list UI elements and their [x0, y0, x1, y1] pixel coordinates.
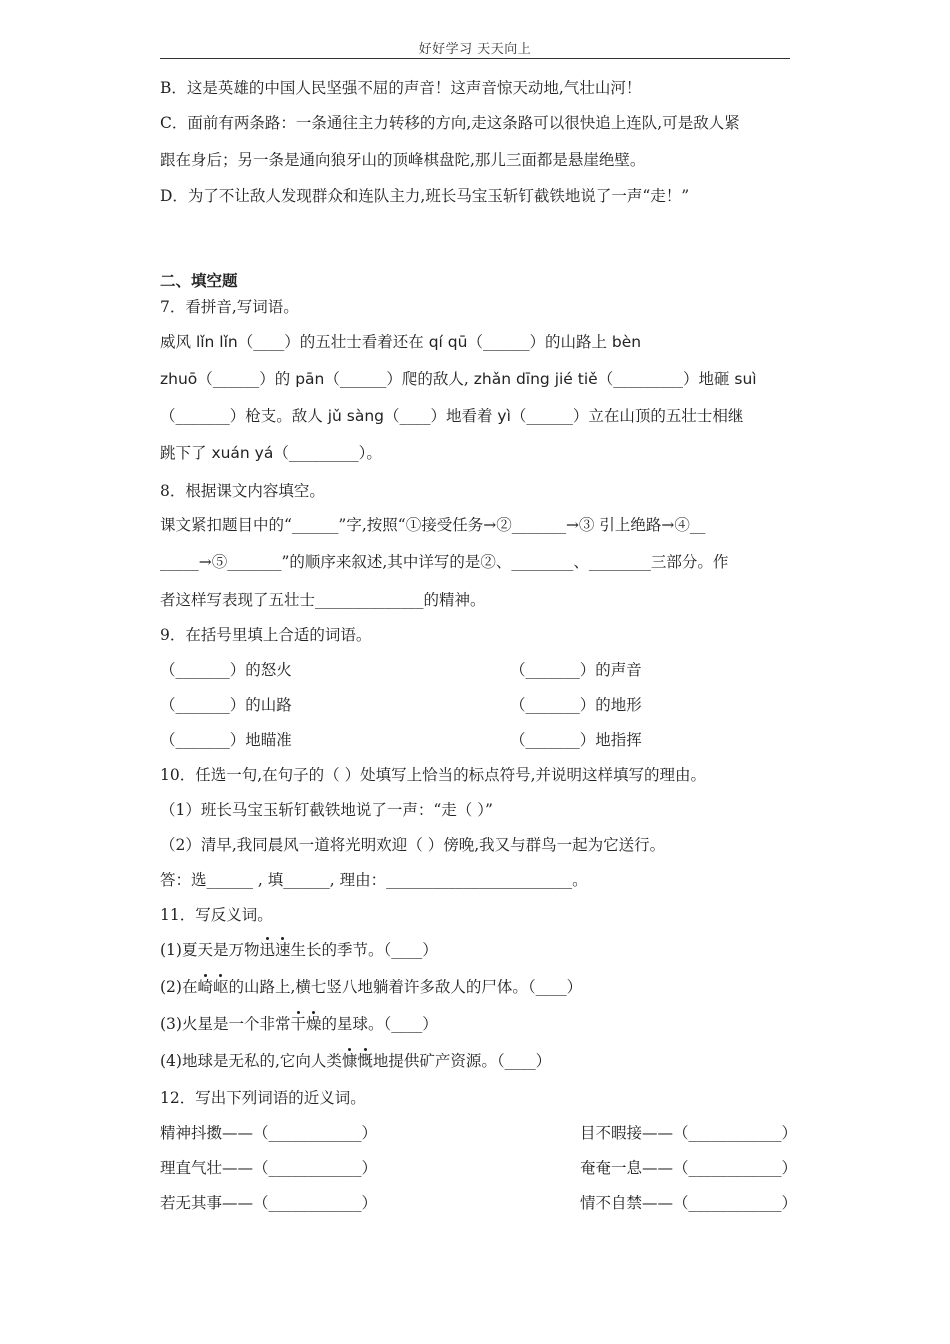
q11-emphasis-word — [259, 941, 290, 959]
q8-line1: 课文紧扣题目中的“______”字,按照“①接受任务→②_______→③ 引上绝路→④__ — [160, 516, 706, 534]
q12-row — [160, 1193, 800, 1213]
pinyin: xuán yá — [211, 444, 274, 462]
q8-line2: _____→⑤_______”的顺序来叙述,其中详写的是②、________、________三部分。作 — [160, 553, 729, 571]
q7-line4 — [160, 443, 800, 463]
q10-sentence2: （2）清早,我同晨风一道将光明欢迎（ ）傍晚,我又与群鸟一起为它送行。 — [160, 836, 666, 854]
line-text: （_______）枪支。敌人 — [160, 407, 328, 425]
pinyin: yì — [497, 407, 511, 425]
q12-title: 12．写出下列词语的近义词。 — [160, 1089, 366, 1107]
pinyin: pān — [295, 370, 325, 388]
emphasis-char: 崎 — [197, 978, 213, 996]
q11-title: 11．写反义词。 — [160, 906, 273, 924]
q9-row — [160, 695, 800, 715]
q9-row — [160, 660, 800, 680]
line-text: 威风 — [160, 333, 196, 351]
pinyin: bèn — [611, 333, 642, 351]
q12-row — [160, 1158, 800, 1178]
emphasis-char: 速 — [274, 941, 291, 959]
line-text: （______）的山路上 — [467, 333, 612, 351]
emphasis-char: 慨 — [357, 1052, 373, 1070]
emphasis-char: 迅 — [259, 941, 275, 959]
q9-blank-left: （_______）的山路 — [160, 696, 292, 714]
line-text: （______）立在山顶的五壮士相继 — [510, 407, 744, 425]
q11-item: (2)在崎岖的山路上,横七竖八地躺着许多敌人的尸体。（____） — [160, 978, 583, 996]
q8-line3: 者这样写表现了五壮士______________的精神。 — [160, 591, 486, 609]
q12-word: 若无其事——（____________） — [160, 1194, 378, 1212]
pinyin: qí qū — [428, 333, 468, 351]
q10-sentence1: （1）班长马宝玉斩钉截铁地说了一声：“走（ ）” — [160, 801, 493, 819]
q9-row — [160, 730, 800, 750]
q11-item: (4)地球是无私的,它向人类慷慨地提供矿产资源。（____） — [160, 1052, 552, 1070]
q9-blank-right: （_______）的声音 — [510, 661, 642, 679]
q7-title: 7．看拼音,写词语。 — [160, 298, 299, 316]
q7-line1 — [160, 332, 800, 352]
q11-emphasis-word — [342, 1052, 373, 1070]
q12-word: 情不自禁——（____________） — [580, 1194, 798, 1212]
q12-word: 目不暇接——（____________） — [580, 1124, 798, 1142]
q12-word: 精神抖擞——（____________） — [160, 1124, 378, 1142]
q10-title: 10．任选一句,在句子的（ ）处填写上恰当的标点符号,并说明这样填写的理由。 — [160, 766, 707, 784]
pinyin: suì — [734, 370, 757, 388]
section-title-fill-blank: 二、填空题 — [160, 271, 238, 290]
line-text: 跳下了 — [160, 444, 212, 462]
option-c-line2: 跟在身后；另一条是通向狼牙山的顶峰棋盘陀,那儿三面都是悬崖绝壁。 — [160, 151, 646, 169]
q8-title: 8．根据课文内容填空。 — [160, 482, 325, 500]
pinyin: lǐn lǐn — [195, 333, 238, 351]
line-text: （_________）。 — [273, 444, 382, 462]
line-text: （______）爬的敌人, — [324, 370, 474, 388]
pinyin: zhuō — [160, 370, 198, 388]
option-d: D．为了不让敌人发现群众和连队主力,班长马宝玉斩钉截铁地说了一声“走！” — [160, 187, 690, 205]
q11-item: (1)夏天是万物迅速生长的季节。（____） — [160, 941, 438, 959]
line-text: （_________）地砸 — [597, 370, 735, 388]
q7-line2 — [160, 369, 800, 389]
emphasis-char: 燥 — [305, 1015, 322, 1033]
pinyin: jǔ sàng — [327, 407, 384, 425]
option-b: B．这是英雄的中国人民坚强不屈的声音！这声音惊天动地,气壮山河！ — [160, 79, 642, 97]
q10-answer: 答：选______ , 填______, 理由：________________________。 — [160, 871, 588, 889]
q9-blank-left: （_______）地瞄准 — [160, 731, 292, 749]
emphasis-char: 干 — [290, 1015, 306, 1033]
q11-item: (3)火星是一个非常干燥的星球。（____） — [160, 1015, 438, 1033]
q12-word: 奄奄一息——（____________） — [580, 1159, 798, 1177]
emphasis-char: 岖 — [212, 978, 229, 996]
q11-emphasis-word — [290, 1015, 321, 1033]
header-divider — [160, 58, 790, 59]
q11-emphasis-word — [197, 978, 228, 996]
option-c-line1: C．面前有两条路：一条通往主力转移的方向,走这条路可以很快追上连队,可是敌人紧 — [160, 114, 740, 132]
q9-blank-right: （_______）的地形 — [510, 696, 642, 714]
q12-row — [160, 1123, 800, 1143]
q9-blank-left: （_______）的怒火 — [160, 661, 292, 679]
q9-blank-right: （_______）地指挥 — [510, 731, 642, 749]
emphasis-char: 慷 — [341, 1052, 358, 1070]
line-text: （______）的 — [197, 370, 296, 388]
line-text: （____）的五壮士看着还在 — [237, 333, 429, 351]
line-text: （____）地看着 — [383, 407, 498, 425]
q9-title: 9．在括号里填上合适的词语。 — [160, 626, 372, 644]
q12-word: 理直气壮——（____________） — [160, 1159, 378, 1177]
q7-line3 — [160, 406, 800, 426]
pinyin: zhǎn dīng jié tiě — [473, 370, 598, 388]
page-header: 好好学习 天天向上 — [418, 42, 532, 57]
